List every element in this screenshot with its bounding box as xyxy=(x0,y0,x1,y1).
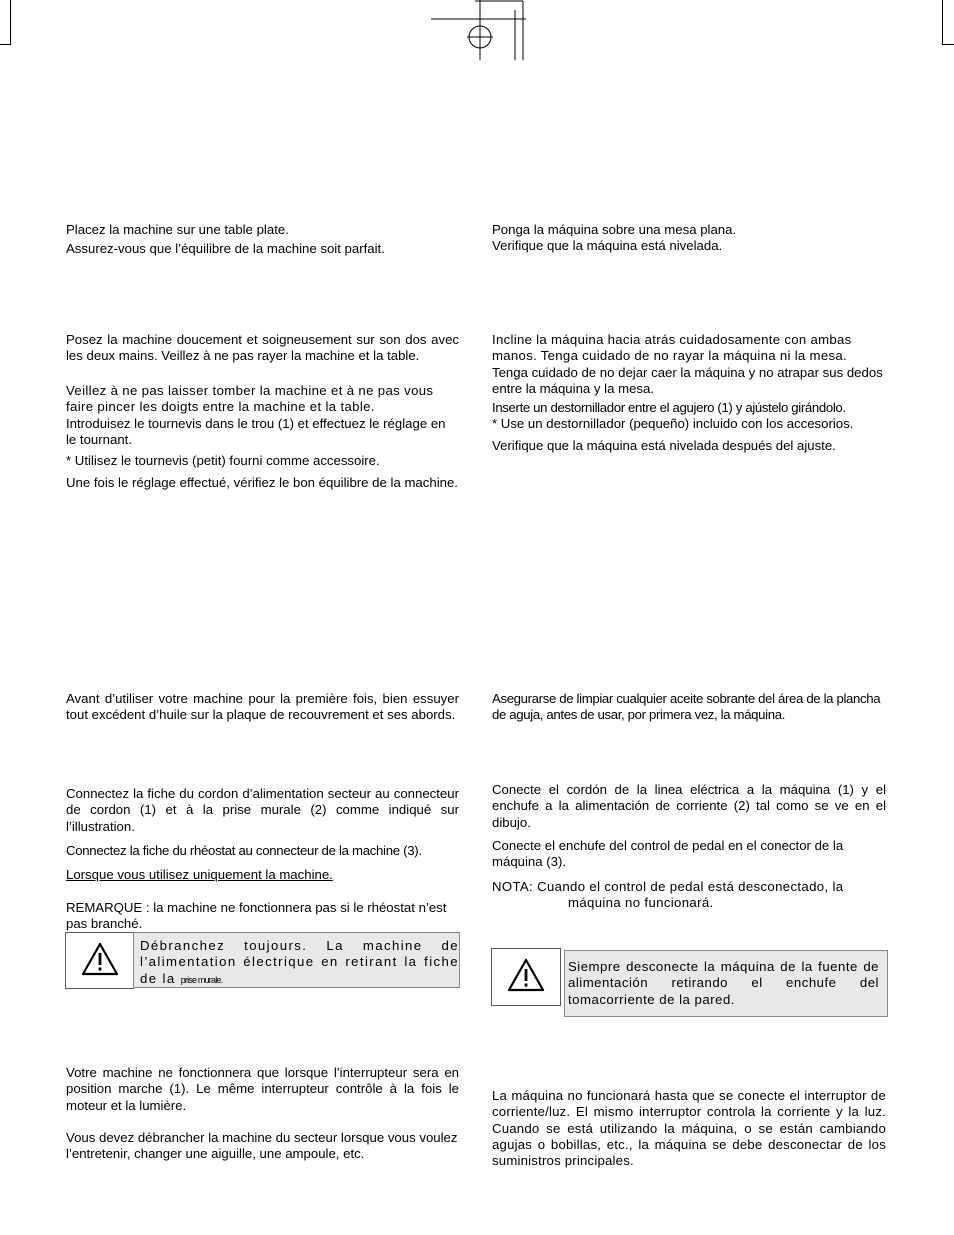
es-paragraph: Inserte un destornillador entre el agujero (1) y ajústelo girándolo. xyxy=(492,400,846,415)
es-note: NOTA: Cuando el control de pedal está desconectado, la xyxy=(492,879,844,894)
registration-mark-icon xyxy=(430,0,530,62)
es-paragraph: Verifique que la máquina está nivelada después del ajuste. xyxy=(492,438,836,453)
crop-mark xyxy=(0,44,11,45)
fr-paragraph: Avant d’utiliser votre machine pour la première fois, bien essuyer tout excédent d’huile sur la plaque de recouvrement et ses abords. xyxy=(66,691,459,723)
fr-note: REMARQUE : la machine ne fonctionnera pas si le rhéostat n’est pas branché. xyxy=(66,900,447,932)
es-note: máquina no funcionará. xyxy=(568,895,714,910)
es-paragraph: Conecte el cordón de la linea eléctrica a la máquina (1) y el enchufe a la alimentación de corriente (2) tal como se ve en el dibujo. xyxy=(492,782,886,830)
fr-paragraph: Votre machine ne fonctionnera que lorsque l’interrupteur sera en position marche (1). Le même interrupteur contrôle à la fois le moteur et la lumière. xyxy=(66,1065,459,1113)
fr-paragraph: Placez la machine sur une table plate. xyxy=(66,222,289,237)
fr-paragraph: Veillez à ne pas laisser tomber la machine et à ne pas vous faire pincer les doigts entre la machine et la table. xyxy=(66,383,434,415)
warning-icon xyxy=(81,942,119,976)
warning-icon-box xyxy=(491,948,561,1006)
es-paragraph: * Use un destornillador (pequeño) incluido con los accesorios. xyxy=(492,416,854,431)
warning-icon xyxy=(507,958,545,992)
es-paragraph: Conecte el enchufe del control de pedal en el conector de la máquina (3). xyxy=(492,838,844,870)
es-paragraph: Tenga cuidado de no dejar caer la máquina y no atrapar sus dedos entre la máquina y la mesa. xyxy=(492,365,883,397)
fr-paragraph: Assurez-vous que l’équilibre de la machine soit parfait. xyxy=(66,241,385,256)
fr-paragraph: Vous devez débrancher la machine du secteur lorsque vous voulez l’entretenir, changer une aiguille, une ampoule, etc. xyxy=(66,1130,458,1162)
warning-text xyxy=(140,938,459,988)
fr-paragraph: Posez la machine doucement et soigneusement sur son dos avec les deux mains. Veillez à ne pas rayer la machine et la table. xyxy=(66,332,459,364)
warning-text: Siempre desconecte la máquina de la fuente de alimentación retirando el enchufe del tomacorriente de la pared. xyxy=(568,959,879,1007)
warning-box xyxy=(564,950,888,1017)
warning-box xyxy=(133,932,460,988)
fr-paragraph: * Utilisez le tournevis (petit) fourni comme accessoire. xyxy=(66,453,380,468)
crop-mark xyxy=(942,0,943,44)
crop-mark xyxy=(10,0,11,44)
warning-icon-box xyxy=(65,932,134,989)
es-paragraph: Incline la máquina hacia atrás cuidadosamente con ambas manos. Tenga cuidado de no rayar la máquina ni la mesa. xyxy=(492,332,852,364)
fr-paragraph: Introduisez le tournevis dans le trou (1) et effectuez le réglage en le tournant. xyxy=(66,416,446,448)
fr-paragraph: Lorsque vous utilisez uniquement la machine. xyxy=(66,867,333,882)
warning-text-main: Débranchez toujours. La machine de l’alimentation électrique en retirant la fiche de la xyxy=(140,938,459,986)
es-paragraph: Verifique que la máquina está nivelada. xyxy=(492,238,723,253)
crop-mark xyxy=(942,44,954,45)
fr-paragraph: Connectez la fiche du cordon d’alimentation secteur au connecteur de cordon (1) et à la prise murale (2) comme indiqué sur l’illustration. xyxy=(66,786,459,834)
warning-text-tail: prise murale. xyxy=(180,974,223,985)
fr-paragraph: Connectez la fiche du rhéostat au connecteur de la machine (3). xyxy=(66,843,422,858)
fr-paragraph: Une fois le réglage effectué, vérifiez le bon équilibre de la machine. xyxy=(66,475,458,490)
es-paragraph: La máquina no funcionará hasta que se conecte el interruptor de corriente/luz. El mismo interruptor controla la corriente y la luz. Cuando se está utilizando la máquina, o se están cambiando agujas o bobillas, etc., la máquina se debe desconectar de los suministros principales. xyxy=(492,1088,886,1169)
es-paragraph: Ponga la máquina sobre una mesa plana. xyxy=(492,222,737,237)
es-paragraph: Asegurarse de limpiar cualquier aceite sobrante del área de la plancha de aguja, antes de usar, por primera vez, la máquina. xyxy=(492,691,881,723)
